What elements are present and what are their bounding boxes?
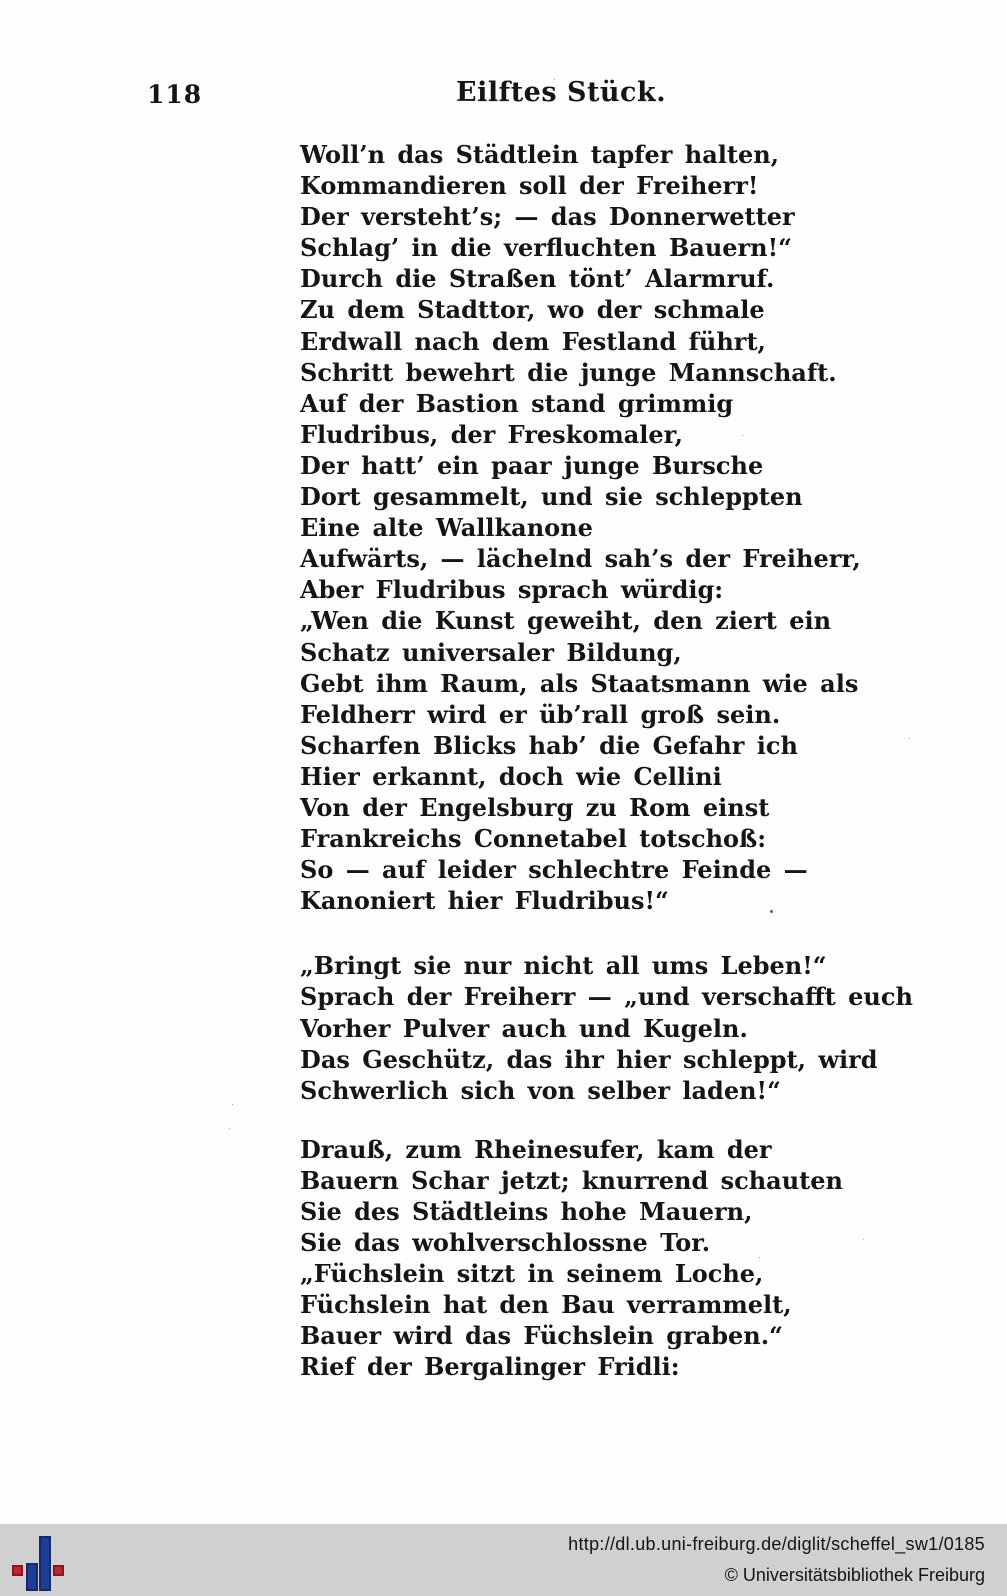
poem-stanza	[300, 950, 913, 1105]
poem-line: „Füchslein sitzt in seinem Loche,	[300, 1259, 764, 1289]
poem-line: Erdwall nach dem Festland führt,	[300, 326, 766, 356]
poem-line: Fludribus, der Freskomaler,	[300, 419, 683, 449]
poem-line: Kanoniert hier Fludribus!“	[300, 886, 669, 916]
poem-line: Scharfen Blicks hab’ die Gefahr ich	[300, 730, 798, 760]
logo-blue-bar-short	[26, 1563, 38, 1591]
scan-noise-specks	[0, 0, 3, 3]
footer-text-block	[568, 1529, 985, 1591]
poem-line: Bauer wird das Füchslein graben.“	[300, 1321, 783, 1351]
poem-line: Von der Engelsburg zu Rom einst	[300, 792, 770, 822]
poem-line: Sie das wohlverschlossne Tor.	[300, 1228, 711, 1258]
logo-red-square-right	[53, 1565, 64, 1576]
poem-line: „Bringt sie nur nicht all ums Leben!“	[300, 951, 827, 981]
poem-line: So — auf leider schlechtre Feinde —	[300, 855, 808, 885]
poem-line: Vorher Pulver auch und Kugeln.	[300, 1013, 748, 1043]
poem-line: Schlag’ in die verfluchten Bauern!“	[300, 233, 792, 263]
poem-line: Durch die Straßen tönt’ Alarmruf.	[300, 264, 775, 294]
ub-freiburg-logo	[0, 1524, 80, 1596]
poem-line: Kommandieren soll der Freiherr!	[300, 171, 759, 201]
copyright-notice: © Universitätsbibliothek Freiburg	[724, 1565, 985, 1585]
poem-line: Frankreichs Connetabel totschoß:	[300, 824, 767, 854]
poem-line: Schwerlich sich von selber laden!“	[300, 1075, 781, 1105]
poem-line: Der versteht’s; — das Donnerwetter	[300, 202, 795, 232]
poem-line: Feldherr wird er üb’rall groß sein.	[300, 699, 781, 729]
poem-line: Zu dem Stadttor, wo der schmale	[300, 295, 765, 325]
poem-line: Schatz universaler Bildung,	[300, 637, 682, 667]
poem-line: Woll’n das Städtlein tapfer halten,	[300, 140, 780, 169]
poem-stanza	[300, 139, 913, 916]
poem-line: Auf der Bastion stand grimmig	[300, 388, 734, 418]
poem-line: Sprach der Freiherr — „und verschafft euch	[300, 982, 913, 1012]
page-header-title: Eilftes Stück.	[456, 77, 667, 108]
poem-stanza	[300, 1134, 913, 1383]
poem-line: „Wen die Kunst geweiht, den ziert ein	[300, 606, 832, 636]
source-url: http://dl.ub.uni-freiburg.de/diglit/scheffel_sw1/0185	[568, 1534, 985, 1554]
poem-line: Eine alte Wallkanone	[300, 513, 593, 543]
logo-red-square-left	[12, 1565, 23, 1576]
poem-line: Hier erkannt, doch wie Cellini	[300, 761, 722, 791]
poem-line: Dort gesammelt, und sie schleppten	[300, 482, 803, 512]
poem-line: Drauß, zum Rheinesufer, kam der	[300, 1134, 772, 1164]
poem-line: Der hatt’ ein paar junge Bursche	[300, 450, 764, 480]
logo-blue-bar-tall	[39, 1536, 51, 1591]
poem-line: Aber Fludribus sprach würdig:	[300, 575, 724, 605]
footer-bar	[0, 1524, 1007, 1596]
poem-line: Bauern Schar jetzt; knurrend schauten	[300, 1165, 843, 1195]
poem-line: Aufwärts, — lächelnd sah’s der Freiherr,	[300, 544, 861, 574]
poem-text	[300, 139, 913, 1383]
poem-line: Sie des Städtleins hohe Mauern,	[300, 1197, 753, 1226]
page-number: 118	[147, 80, 203, 109]
poem-line: Schritt bewehrt die junge Mannschaft.	[300, 357, 837, 387]
poem-line: Das Geschütz, das ihr hier schleppt, wird	[300, 1044, 878, 1074]
poem-line: Füchslein hat den Bau verrammelt,	[300, 1290, 792, 1320]
poem-line: Rief der Bergalinger Fridli:	[300, 1352, 680, 1382]
poem-line: Gebt ihm Raum, als Staatsmann wie als	[300, 668, 859, 698]
